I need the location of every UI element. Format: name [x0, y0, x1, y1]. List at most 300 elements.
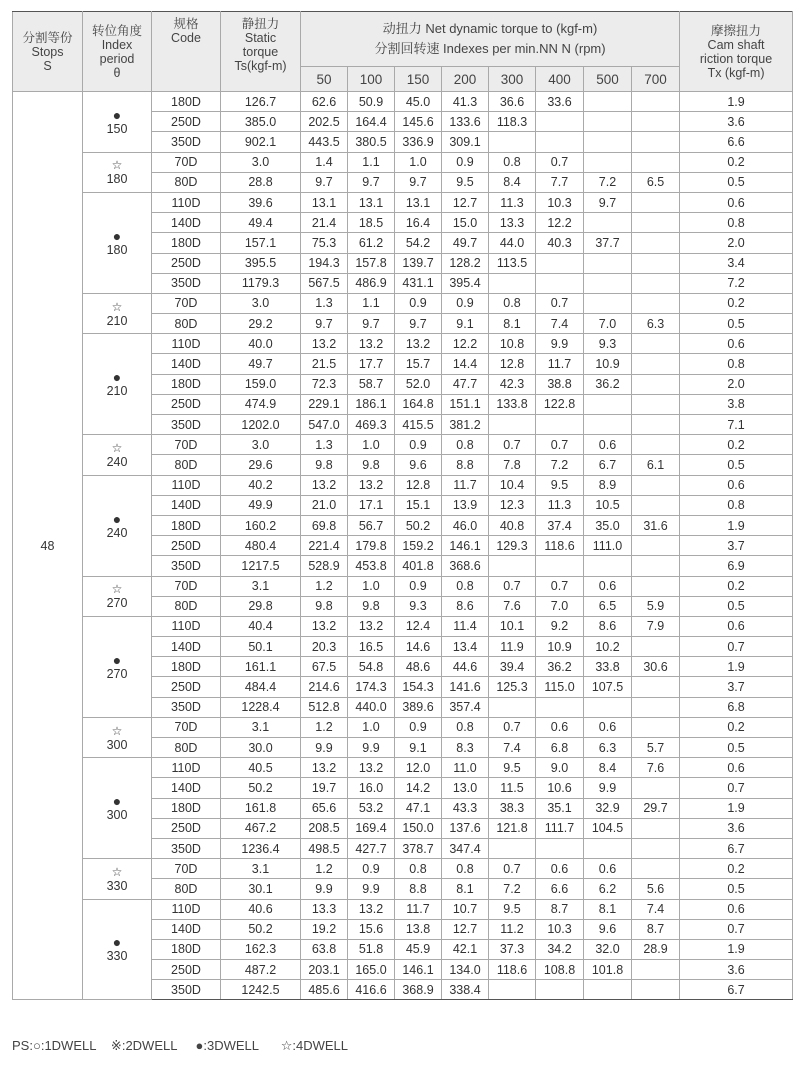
dynamic-torque-cell: 1.0 [395, 152, 442, 172]
table-row [13, 334, 793, 354]
static-torque-cell: 385.0 [221, 112, 301, 132]
dynamic-torque-cell: 12.4 [395, 616, 442, 636]
dynamic-torque-cell: 1.1 [348, 152, 395, 172]
code-cell: 140D [152, 495, 221, 515]
dynamic-torque-cell: 9.9 [536, 334, 584, 354]
static-torque-cell: 3.1 [221, 576, 301, 596]
header-code: 规格 Code [152, 12, 221, 92]
dynamic-torque-cell [489, 697, 536, 717]
friction-torque-cell: 6.7 [680, 838, 793, 858]
static-torque-cell: 162.3 [221, 939, 301, 959]
dynamic-torque-cell: 15.6 [348, 919, 395, 939]
dynamic-torque-cell: 137.6 [442, 818, 489, 838]
dynamic-torque-cell [584, 92, 632, 112]
dynamic-torque-cell: 67.5 [301, 657, 348, 677]
dynamic-torque-cell: 32.9 [584, 798, 632, 818]
dynamic-torque-cell: 10.7 [442, 899, 489, 919]
dynamic-torque-cell: 30.6 [632, 657, 680, 677]
dynamic-torque-cell: 11.7 [395, 899, 442, 919]
dynamic-torque-cell: 9.8 [301, 596, 348, 616]
dynamic-torque-cell: 9.5 [489, 758, 536, 778]
dynamic-torque-cell: 16.4 [395, 213, 442, 233]
dynamic-torque-cell: 62.6 [301, 92, 348, 112]
dynamic-torque-cell: 45.0 [395, 92, 442, 112]
code-cell: 110D [152, 758, 221, 778]
dynamic-torque-cell: 157.8 [348, 253, 395, 273]
dynamic-torque-cell: 7.4 [489, 738, 536, 758]
code-cell: 350D [152, 980, 221, 1000]
legend-label-1dwell: :1DWELL [40, 1038, 97, 1053]
code-cell: 80D [152, 596, 221, 616]
dynamic-torque-cell [632, 677, 680, 697]
static-torque-cell: 1236.4 [221, 838, 301, 858]
dynamic-torque-cell: 9.6 [395, 455, 442, 475]
dynamic-torque-cell: 13.2 [301, 758, 348, 778]
dynamic-torque-cell: 29.7 [632, 798, 680, 818]
friction-torque-cell: 1.9 [680, 798, 793, 818]
dynamic-torque-cell: 12.3 [489, 495, 536, 515]
index-period-cell [83, 92, 152, 153]
dynamic-torque-cell: 229.1 [301, 394, 348, 414]
dynamic-torque-cell: 6.3 [584, 738, 632, 758]
code-cell: 80D [152, 172, 221, 192]
dynamic-torque-cell [632, 394, 680, 414]
dynamic-torque-cell: 11.0 [442, 758, 489, 778]
friction-torque-cell: 1.9 [680, 515, 793, 535]
dynamic-torque-cell: 0.8 [442, 717, 489, 737]
index-period-cell [83, 435, 152, 475]
code-cell: 140D [152, 637, 221, 657]
static-torque-cell: 50.2 [221, 778, 301, 798]
dynamic-torque-cell: 41.3 [442, 92, 489, 112]
dynamic-torque-cell: 11.9 [489, 637, 536, 657]
static-torque-cell: 395.5 [221, 253, 301, 273]
dynamic-torque-cell [632, 213, 680, 233]
dynamic-torque-cell [584, 213, 632, 233]
dynamic-torque-cell: 16.0 [348, 778, 395, 798]
dynamic-torque-cell: 36.6 [489, 92, 536, 112]
dynamic-torque-cell: 13.2 [301, 334, 348, 354]
dynamic-torque-cell: 0.8 [489, 152, 536, 172]
index-period-cell [83, 899, 152, 1000]
dynamic-torque-cell: 10.3 [536, 192, 584, 212]
rpm-header-cell: 50 [301, 67, 348, 92]
friction-torque-cell: 0.6 [680, 192, 793, 212]
code-cell: 70D [152, 859, 221, 879]
filled-dot-icon: ● [112, 651, 122, 668]
dynamic-torque-cell: 35.1 [536, 798, 584, 818]
dynamic-torque-cell: 0.9 [442, 293, 489, 313]
dynamic-torque-cell: 10.1 [489, 616, 536, 636]
dynamic-torque-cell: 35.0 [584, 515, 632, 535]
friction-torque-cell: 0.5 [680, 738, 793, 758]
friction-torque-cell: 6.8 [680, 697, 793, 717]
dynamic-torque-cell [584, 697, 632, 717]
dynamic-torque-cell: 8.1 [442, 879, 489, 899]
dynamic-torque-cell: 21.5 [301, 354, 348, 374]
friction-torque-cell: 0.2 [680, 152, 793, 172]
dynamic-torque-cell: 347.4 [442, 838, 489, 858]
dynamic-torque-cell: 169.4 [348, 818, 395, 838]
dynamic-torque-cell: 45.9 [395, 939, 442, 959]
dynamic-torque-cell: 53.2 [348, 798, 395, 818]
code-cell: 250D [152, 677, 221, 697]
table-header [13, 12, 793, 92]
code-cell: 350D [152, 838, 221, 858]
dynamic-torque-cell: 9.3 [395, 596, 442, 616]
index-angle: 330 [106, 949, 128, 964]
friction-torque-cell: 0.5 [680, 596, 793, 616]
dynamic-torque-cell: 1.1 [348, 293, 395, 313]
static-torque-cell: 1179.3 [221, 273, 301, 293]
static-torque-cell: 487.2 [221, 960, 301, 980]
dynamic-torque-cell: 12.7 [442, 192, 489, 212]
dynamic-torque-cell: 8.9 [584, 475, 632, 495]
code-cell: 70D [152, 152, 221, 172]
code-cell: 350D [152, 415, 221, 435]
dynamic-torque-cell: 33.6 [536, 92, 584, 112]
dynamic-torque-cell: 0.6 [536, 717, 584, 737]
filled-dot-icon: ● [112, 510, 122, 527]
dynamic-torque-cell: 9.7 [584, 192, 632, 212]
index-period-cell [83, 717, 152, 757]
dynamic-torque-cell [632, 152, 680, 172]
dynamic-torque-cell: 15.0 [442, 213, 489, 233]
dynamic-torque-cell: 0.6 [584, 717, 632, 737]
dynamic-torque-cell: 118.3 [489, 112, 536, 132]
friction-torque-cell: 2.0 [680, 374, 793, 394]
dynamic-torque-cell: 128.2 [442, 253, 489, 273]
rpm-header-cell: 150 [395, 67, 442, 92]
dynamic-torque-cell: 357.4 [442, 697, 489, 717]
static-torque-cell: 40.0 [221, 334, 301, 354]
dynamic-torque-cell: 208.5 [301, 818, 348, 838]
dynamic-torque-cell: 108.8 [536, 960, 584, 980]
dynamic-torque-cell: 0.8 [442, 859, 489, 879]
dynamic-torque-cell: 8.3 [442, 738, 489, 758]
friction-torque-cell: 0.2 [680, 859, 793, 879]
header-static-torque: 静扭力 Static torque Ts(kgf-m) [221, 12, 301, 92]
dynamic-torque-cell [584, 293, 632, 313]
dynamic-torque-cell [632, 838, 680, 858]
star-outline-icon: ☆ [111, 440, 123, 455]
dynamic-torque-cell: 8.7 [536, 899, 584, 919]
header-friction-torque: 摩擦扭力 Cam shaft riction torque Tx (kgf-m) [680, 12, 793, 92]
dynamic-torque-cell: 10.9 [536, 637, 584, 657]
dynamic-torque-cell: 19.2 [301, 919, 348, 939]
code-cell: 180D [152, 374, 221, 394]
dynamic-torque-cell: 146.1 [442, 536, 489, 556]
dynamic-torque-cell: 9.8 [301, 455, 348, 475]
dynamic-torque-cell: 5.7 [632, 738, 680, 758]
static-torque-cell: 157.1 [221, 233, 301, 253]
dynamic-torque-cell: 0.6 [536, 859, 584, 879]
dynamic-torque-cell: 32.0 [584, 939, 632, 959]
friction-torque-cell: 0.8 [680, 354, 793, 374]
index-period-cell [83, 475, 152, 576]
friction-torque-cell: 2.0 [680, 233, 793, 253]
dynamic-torque-cell: 203.1 [301, 960, 348, 980]
dynamic-torque-cell: 12.0 [395, 758, 442, 778]
dynamic-torque-cell [584, 273, 632, 293]
static-torque-cell: 161.1 [221, 657, 301, 677]
dynamic-torque-cell [536, 273, 584, 293]
dynamic-torque-cell: 12.8 [395, 475, 442, 495]
code-cell: 110D [152, 899, 221, 919]
index-angle: 270 [106, 666, 128, 681]
dynamic-torque-cell [632, 253, 680, 273]
dynamic-torque-cell [489, 273, 536, 293]
dynamic-torque-cell: 164.4 [348, 112, 395, 132]
dynamic-torque-cell: 38.3 [489, 798, 536, 818]
dynamic-torque-cell: 141.6 [442, 677, 489, 697]
dynamic-torque-cell: 151.1 [442, 394, 489, 414]
dynamic-torque-cell [632, 415, 680, 435]
dynamic-torque-cell: 122.8 [536, 394, 584, 414]
dynamic-torque-cell [584, 415, 632, 435]
dynamic-torque-cell: 10.8 [489, 334, 536, 354]
dynamic-torque-cell: 133.8 [489, 394, 536, 414]
code-cell: 140D [152, 354, 221, 374]
dynamic-torque-cell: 380.5 [348, 132, 395, 152]
dynamic-torque-cell: 9.9 [301, 879, 348, 899]
dynamic-torque-cell: 567.5 [301, 273, 348, 293]
dynamic-torque-cell: 13.2 [301, 616, 348, 636]
code-cell: 80D [152, 738, 221, 758]
dynamic-torque-cell: 13.1 [395, 192, 442, 212]
dynamic-torque-cell: 69.8 [301, 515, 348, 535]
dynamic-torque-cell [632, 233, 680, 253]
dynamic-torque-cell: 0.9 [348, 859, 395, 879]
static-torque-cell: 3.0 [221, 435, 301, 455]
dynamic-torque-cell: 1.4 [301, 152, 348, 172]
static-torque-cell: 480.4 [221, 536, 301, 556]
dynamic-torque-cell: 6.7 [584, 455, 632, 475]
dynamic-torque-cell: 381.2 [442, 415, 489, 435]
dynamic-torque-cell: 107.5 [584, 677, 632, 697]
header-index-period: 转位角度 Index period θ [83, 12, 152, 92]
filled-dot-icon: ● [112, 227, 122, 244]
friction-torque-cell: 3.6 [680, 112, 793, 132]
dynamic-torque-cell: 214.6 [301, 677, 348, 697]
stops-value-cell: 48 [13, 92, 83, 1000]
dynamic-torque-cell: 12.8 [489, 354, 536, 374]
dynamic-torque-cell: 0.7 [536, 576, 584, 596]
friction-torque-cell: 1.9 [680, 939, 793, 959]
code-cell: 70D [152, 576, 221, 596]
friction-torque-cell: 0.2 [680, 576, 793, 596]
static-torque-cell: 29.2 [221, 314, 301, 334]
dynamic-torque-cell: 0.7 [489, 859, 536, 879]
filled-dot-icon: ● [112, 369, 122, 386]
star-outline-icon: ☆ [111, 158, 123, 173]
dynamic-torque-cell: 0.8 [442, 576, 489, 596]
dynamic-torque-cell: 9.7 [395, 314, 442, 334]
dynamic-torque-cell: 6.5 [632, 172, 680, 192]
dynamic-torque-cell: 146.1 [395, 960, 442, 980]
friction-torque-cell: 0.5 [680, 314, 793, 334]
dynamic-torque-cell: 9.9 [348, 879, 395, 899]
dynamic-torque-cell [632, 778, 680, 798]
dynamic-torque-cell: 19.7 [301, 778, 348, 798]
static-torque-cell: 30.0 [221, 738, 301, 758]
table-row [13, 899, 793, 919]
code-cell: 250D [152, 112, 221, 132]
star-outline-icon: ☆ [111, 582, 123, 597]
dynamic-torque-cell [632, 92, 680, 112]
dynamic-torque-cell [632, 334, 680, 354]
dynamic-torque-cell: 7.2 [536, 455, 584, 475]
static-torque-cell: 50.2 [221, 919, 301, 939]
dynamic-torque-cell: 11.2 [489, 919, 536, 939]
friction-torque-cell: 6.7 [680, 980, 793, 1000]
dynamic-torque-cell: 194.3 [301, 253, 348, 273]
dynamic-torque-cell: 42.3 [489, 374, 536, 394]
dynamic-torque-cell: 145.6 [395, 112, 442, 132]
code-cell: 80D [152, 314, 221, 334]
dynamic-torque-cell: 13.1 [348, 192, 395, 212]
table-row [13, 152, 793, 172]
dynamic-torque-cell: 1.2 [301, 717, 348, 737]
friction-torque-cell: 0.2 [680, 293, 793, 313]
code-cell: 350D [152, 697, 221, 717]
friction-torque-cell: 0.6 [680, 899, 793, 919]
static-torque-cell: 1228.4 [221, 697, 301, 717]
dynamic-torque-cell: 20.3 [301, 637, 348, 657]
torque-table [12, 11, 793, 1000]
table-row [13, 293, 793, 313]
dynamic-torque-cell: 395.4 [442, 273, 489, 293]
static-torque-cell: 474.9 [221, 394, 301, 414]
dynamic-torque-cell: 7.6 [489, 596, 536, 616]
dynamic-torque-cell: 133.6 [442, 112, 489, 132]
dynamic-torque-cell: 8.6 [442, 596, 489, 616]
friction-torque-cell: 0.6 [680, 334, 793, 354]
dynamic-torque-cell: 174.3 [348, 677, 395, 697]
dynamic-torque-cell: 0.7 [536, 435, 584, 455]
dynamic-torque-cell: 0.9 [395, 717, 442, 737]
dynamic-torque-cell [536, 112, 584, 132]
dynamic-torque-cell: 12.7 [442, 919, 489, 939]
dynamic-torque-cell [632, 980, 680, 1000]
dynamic-torque-cell: 7.4 [536, 314, 584, 334]
dynamic-torque-cell: 0.7 [489, 435, 536, 455]
code-cell: 110D [152, 475, 221, 495]
index-angle: 150 [106, 121, 128, 136]
code-cell: 350D [152, 273, 221, 293]
table-row [13, 435, 793, 455]
dynamic-torque-cell: 13.2 [348, 758, 395, 778]
dynamic-torque-cell: 164.8 [395, 394, 442, 414]
legend-label-2dwell: :2DWELL [121, 1038, 178, 1053]
table-body [13, 92, 793, 1000]
static-torque-cell: 49.9 [221, 495, 301, 515]
static-torque-cell: 902.1 [221, 132, 301, 152]
static-torque-cell: 40.5 [221, 758, 301, 778]
dynamic-torque-cell: 42.1 [442, 939, 489, 959]
dynamic-torque-cell: 28.9 [632, 939, 680, 959]
dynamic-torque-cell: 8.8 [442, 455, 489, 475]
dynamic-torque-cell: 159.2 [395, 536, 442, 556]
dynamic-torque-cell: 115.0 [536, 677, 584, 697]
dynamic-torque-cell: 440.0 [348, 697, 395, 717]
dynamic-torque-cell: 416.6 [348, 980, 395, 1000]
static-torque-cell: 126.7 [221, 92, 301, 112]
friction-torque-cell: 3.6 [680, 960, 793, 980]
dynamic-torque-cell: 54.2 [395, 233, 442, 253]
code-cell: 70D [152, 293, 221, 313]
dynamic-torque-cell: 6.6 [536, 879, 584, 899]
index-period-cell [83, 758, 152, 859]
dynamic-torque-cell: 1.2 [301, 576, 348, 596]
index-period-cell [83, 859, 152, 899]
dynamic-torque-cell: 415.5 [395, 415, 442, 435]
static-torque-cell: 28.8 [221, 172, 301, 192]
dynamic-torque-cell [632, 495, 680, 515]
dynamic-torque-cell: 186.1 [348, 394, 395, 414]
dynamic-torque-cell: 113.5 [489, 253, 536, 273]
friction-torque-cell: 0.5 [680, 455, 793, 475]
index-period-cell [83, 192, 152, 293]
dynamic-torque-cell: 43.3 [442, 798, 489, 818]
dynamic-torque-cell: 31.6 [632, 515, 680, 535]
code-cell: 110D [152, 334, 221, 354]
index-period-cell [83, 152, 152, 192]
dynamic-torque-cell: 13.1 [301, 192, 348, 212]
dynamic-torque-cell: 9.6 [584, 919, 632, 939]
dynamic-torque-cell: 336.9 [395, 132, 442, 152]
dynamic-torque-cell [536, 556, 584, 576]
dynamic-torque-cell: 7.2 [584, 172, 632, 192]
dynamic-torque-cell: 9.7 [301, 172, 348, 192]
dynamic-torque-cell: 154.3 [395, 677, 442, 697]
dynamic-torque-cell: 1.0 [348, 717, 395, 737]
dynamic-torque-cell: 40.3 [536, 233, 584, 253]
dynamic-torque-cell: 121.8 [489, 818, 536, 838]
dynamic-torque-cell: 11.4 [442, 616, 489, 636]
friction-torque-cell: 0.5 [680, 172, 793, 192]
static-torque-cell: 3.1 [221, 859, 301, 879]
dynamic-torque-cell: 12.2 [442, 334, 489, 354]
dynamic-torque-cell: 56.7 [348, 515, 395, 535]
dynamic-torque-cell: 50.2 [395, 515, 442, 535]
dynamic-torque-cell [632, 273, 680, 293]
dynamic-torque-cell: 101.8 [584, 960, 632, 980]
table-row [13, 92, 793, 112]
dynamic-torque-cell: 486.9 [348, 273, 395, 293]
dynamic-torque-cell: 15.1 [395, 495, 442, 515]
code-cell: 250D [152, 253, 221, 273]
dynamic-torque-cell: 9.9 [584, 778, 632, 798]
dynamic-torque-cell [632, 859, 680, 879]
rpm-header-cell: 400 [536, 67, 584, 92]
static-torque-cell: 1217.5 [221, 556, 301, 576]
dynamic-torque-cell: 49.7 [442, 233, 489, 253]
dynamic-torque-cell: 54.8 [348, 657, 395, 677]
dynamic-torque-cell: 0.6 [584, 435, 632, 455]
dynamic-torque-cell: 9.5 [489, 899, 536, 919]
dynamic-torque-cell: 7.9 [632, 616, 680, 636]
friction-torque-cell: 0.8 [680, 495, 793, 515]
header-dynamic-torque: 动扭力 Net dynamic torque to (kgf-m) 分割回转速 Indexes per min.NN N (rpm) [301, 12, 680, 67]
dynamic-torque-cell: 9.0 [536, 758, 584, 778]
friction-torque-cell: 0.6 [680, 616, 793, 636]
code-cell: 80D [152, 879, 221, 899]
legend-label-3dwell: :3DWELL [203, 1038, 260, 1053]
dynamic-torque-cell: 47.7 [442, 374, 489, 394]
rpm-header-cell: 300 [489, 67, 536, 92]
filled-dot-icon: ● [112, 106, 122, 123]
